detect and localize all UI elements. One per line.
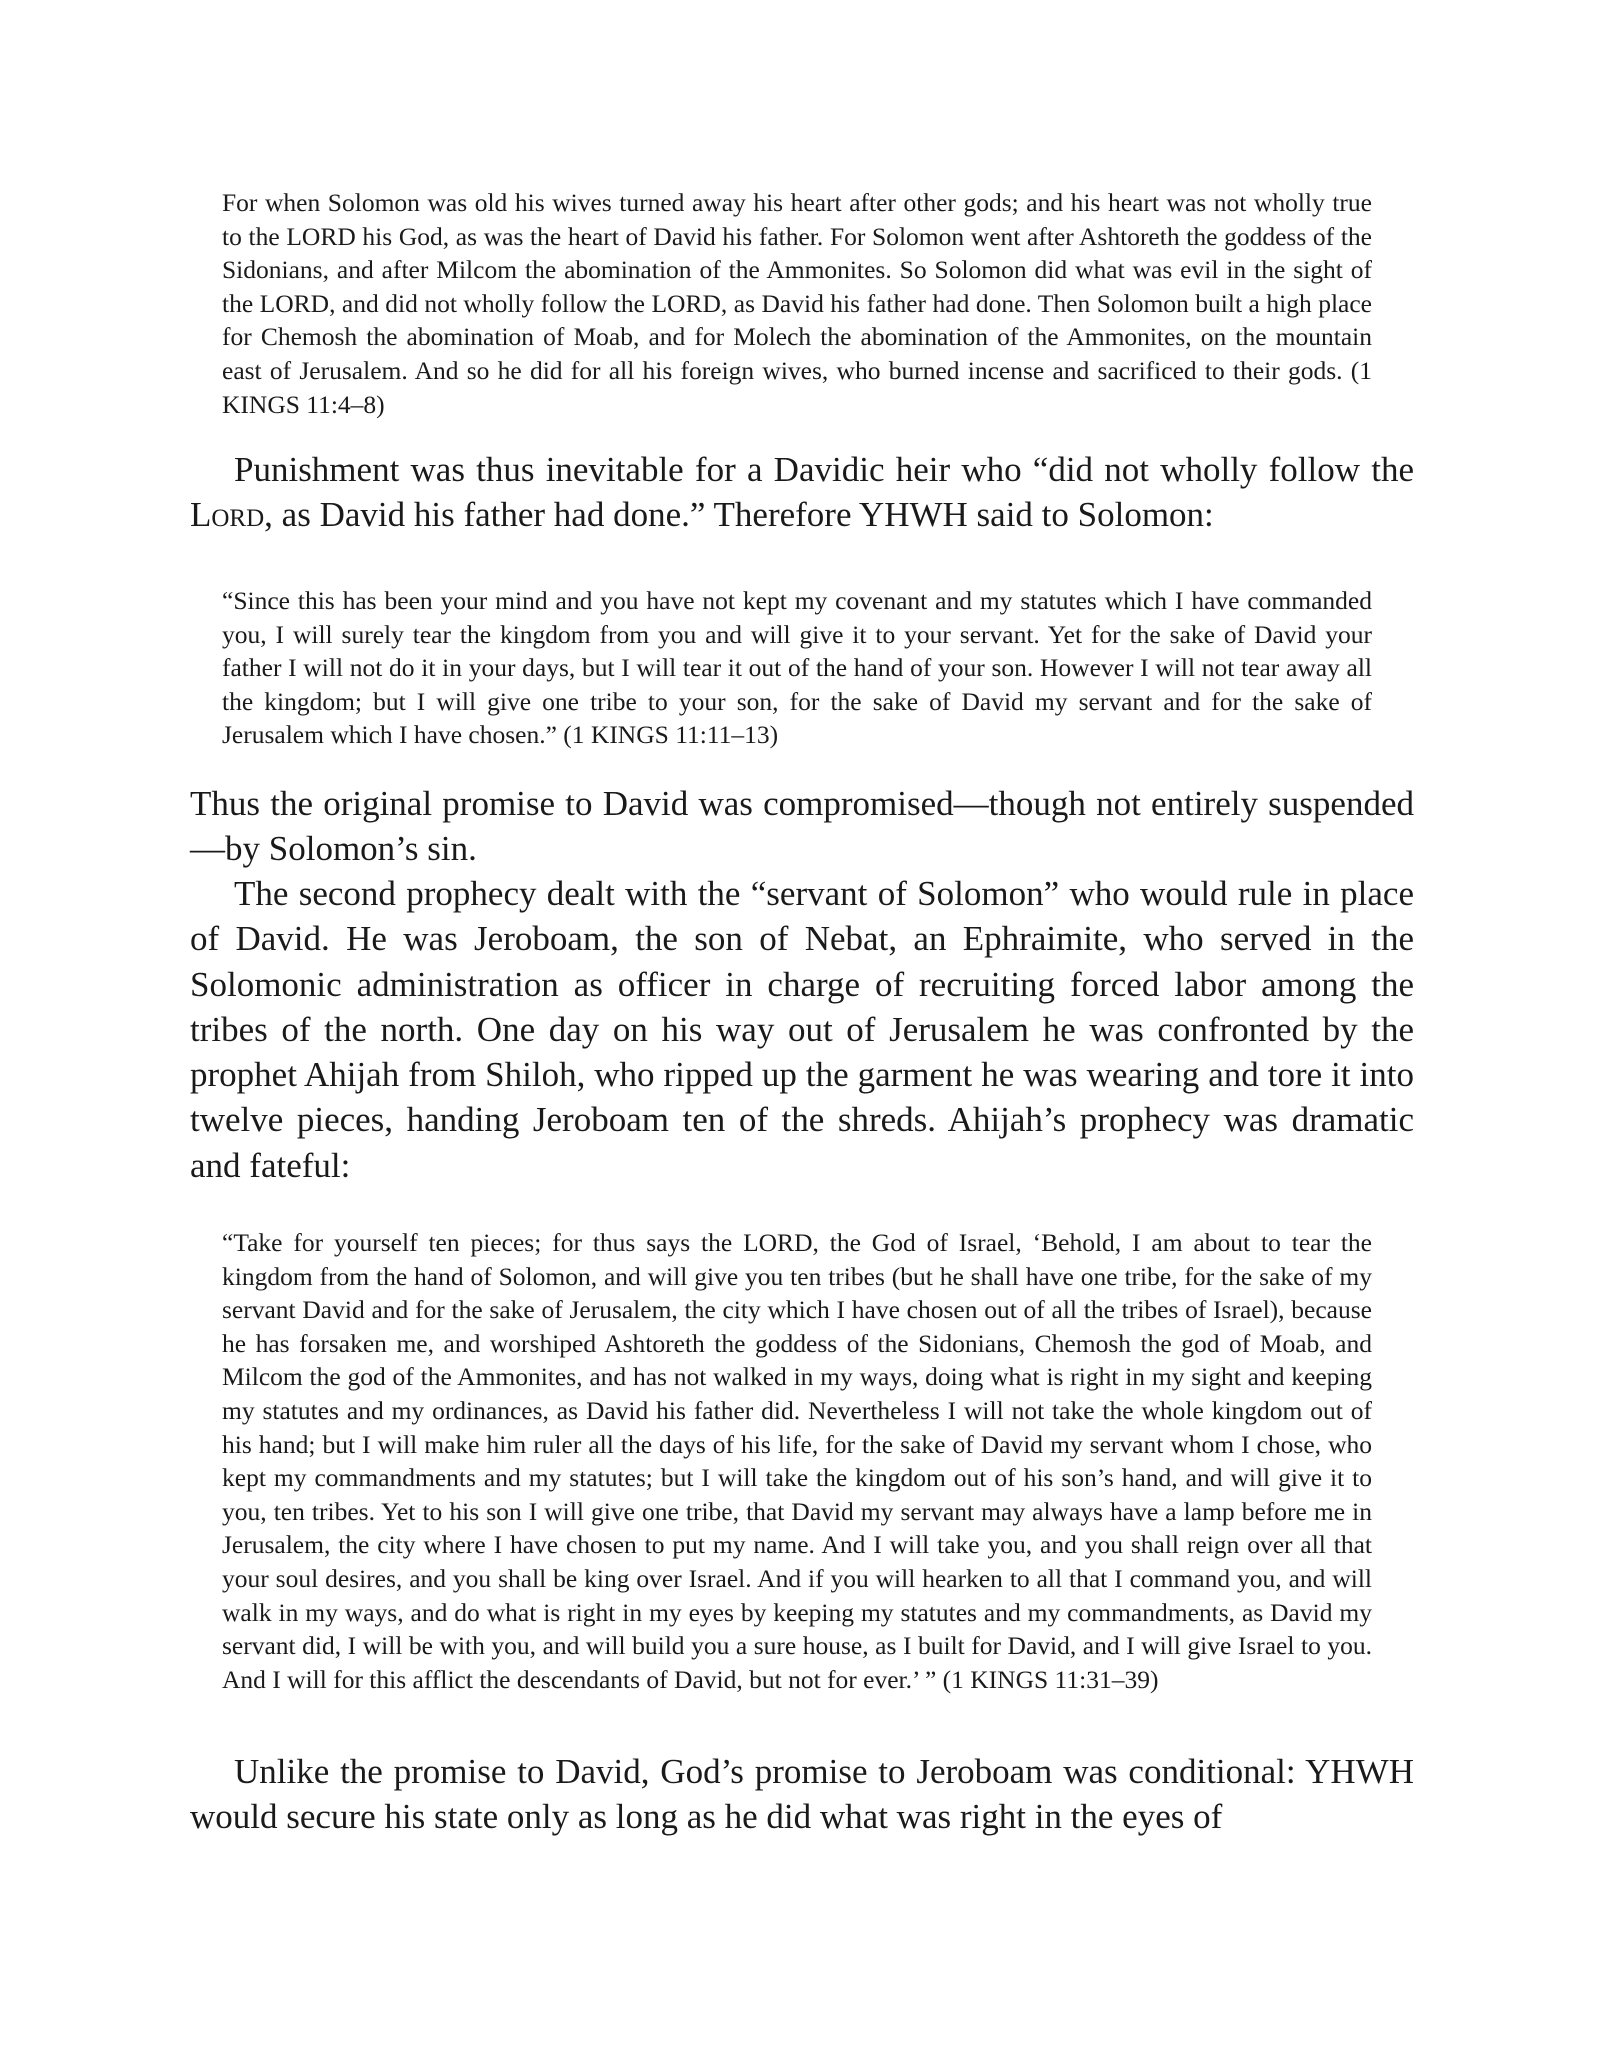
paragraph-punishment [190,447,1414,538]
lord-small-caps: Lord [190,495,265,535]
paragraph-original-promise: Thus the original promise to David was compromised—though not entirely suspended—by Solomon’s sin. [190,784,1414,869]
paragraph-punishment-text-end: , as David his father had done.” Therefore YHWH said to Solomon: [264,495,1214,535]
block-quote-1-kings-11-4-8: For when Solomon was old his wives turned away his heart after other gods; and his heart was not wholly true to the LORD his God, as was the heart of David his father. For Solomon went after Ashtoreth the goddess of the Sidonians, and after Milcom the abomination of the Ammonites. So Solomon did what was evil in the sight of the LORD, and did not wholly follow the LORD, as David his father had done. Then Solomon built a high place for Chemosh the abomination of Moab, and for Molech the abomination of the Ammonites, on the mountain east of Jerusalem. And so he did for all his foreign wives, who burned incense and sacrificed to their gods. (1 KINGS 11:4–8) [222,188,1372,419]
block-quote-1-kings-11-31-39: “Take for yourself ten pieces; for thus says the LORD, the God of Israel, ‘Behold, I am about to tear the kingdom from the hand of Solomon, and will give you ten tribes (but he shall have one tribe, for the sake of my servant David and for the sake of Jerusalem, the city which I have chosen out of all the tribes of Israel), because he has forsaken me, and worshiped Ashtoreth the goddess of the Sidonians, Chemosh the god of Moab, and Milcom the god of the Ammonites, and has not walked in my ways, doing what is right in my sight and keeping my statutes and my ordinances, as David his father did. Nevertheless I will not take the whole kingdom out of his hand; but I will make him ruler all the days of his life, for the sake of David my servant whom I chose, who kept my commandments and my statutes; but I will take the kingdom out of his son’s hand, and will give it to you, ten tribes. Yet to his son I will give one tribe, that David my servant may always have a lamp before me in Jerusalem, the city where I have chosen to put my name. And I will take you, and you shall reign over all that your soul desires, and you shall be king over Israel. And if you will hearken to all that I command you, and will walk in my ways, and do what is right in my eyes by keeping my statutes and my commandments, as David my servant did, I will be with you, and will build you a sure house, as I built for David, and I will give Israel to you. And I will for this afflict the descendants of David, but not for ever.’ ” (1 KINGS 11:31–39) [222,1228,1372,1694]
block-quote-1-kings-11-11-13: “Since this has been your mind and you have not kept my covenant and my statutes which I have commanded you, I will surely tear the kingdom from you and will give it to your servant. Yet for the sake of David your father I will not do it in your days, but I will tear it out of the hand of your son. However I will not tear away all the kingdom; but I will give one tribe to your son, for the sake of David my servant and for the sake of Jerusalem which I have chosen.” (1 KINGS 11:11–13) [222,586,1372,750]
paragraph-second-prophecy: The second prophecy dealt with the “servant of Solomon” who would rule in place of David. He was Jeroboam, the son of Nebat, an Ephraimite, who served in the Solomonic administration as officer in charge of recruiting forced labor among the tribes of the north. One day on his way out of Jerusalem he was confronted by the prophet Ahijah from Shiloh, who ripped up the garment he was wearing and tore it into twelve pieces, handing Jeroboam ten of the shreds. Ahijah’s prophecy was dramatic and fateful: [190,874,1414,1185]
paragraph-conditional-promise: Unlike the promise to David, God’s promise to Jeroboam was conditional: YHWH would secure his state only as long as he did what was right in the eyes of [190,1752,1414,1837]
paragraph-punishment-text-start: Punishment was thus inevitable for a Davidic heir who “did not wholly follow the [234,450,1414,489]
